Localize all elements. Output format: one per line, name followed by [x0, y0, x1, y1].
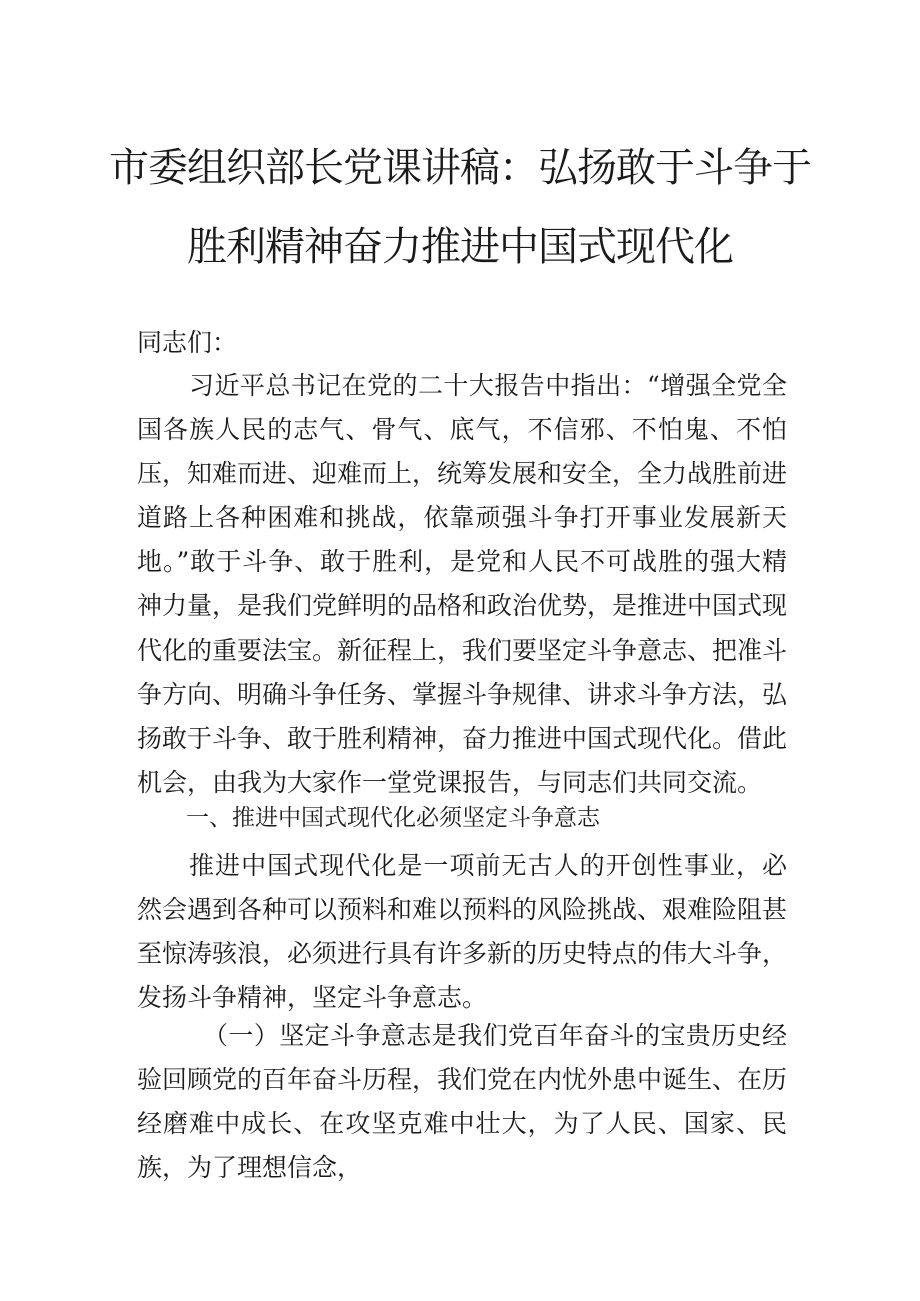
salutation: 同志们： — [137, 328, 238, 357]
document-title-line-2: 胜利精神奋力推进中国式现代化 — [187, 224, 733, 270]
paragraph-subsection-1: （一）坚定斗争意志是我们党百年奋斗的宝贵历史经验回顾党的百年奋斗历程，我们党在内忧外患中诞生、在历经磨难中成长、在攻坚克难中壮大，为了人民、国家、民族，为了理想信念， — [137, 1021, 788, 1183]
paragraph-intro: 习近平总书记在党的二十大报告中指出：“增强全党全国各族人民的志气、骨气、底气，不信邪、不怕鬼、不怕压，知难而进、迎难而上，统筹发展和安全，全力战胜前进道路上各种困难和挑战，依靠顽强斗争打开事业发展新天地。”敢于斗争、敢于胜利，是党和人民不可战胜的强大精神力量，是我们党鲜明的品格和政治优势，是推进中国式现代化的重要法宝。新征程上，我们要坚定斗争意志、把准斗争方向、明确斗争任务、掌握斗争规律、讲求斗争方法，弘扬敢于斗争、敢于胜利精神，奋力推进中国式现代化。借此机会，由我为大家作一堂党课报告，与同志们共同交流。 — [137, 371, 788, 797]
document-title-line-1: 市委组织部长党课讲稿：弘扬敢于斗争于 — [109, 145, 811, 191]
paragraph-section-1: 推进中国式现代化是一项前无古人的开创性事业，必然会遇到各种可以预料和难以预料的风险挑战、艰难险阻甚至惊涛骇浪，必须进行具有许多新的历史特点的伟大斗争，发扬斗争精神，坚定斗争意志。 — [137, 851, 788, 1013]
section-heading-1: 一、推进中国式现代化必须坚定斗争意志 — [186, 805, 600, 831]
